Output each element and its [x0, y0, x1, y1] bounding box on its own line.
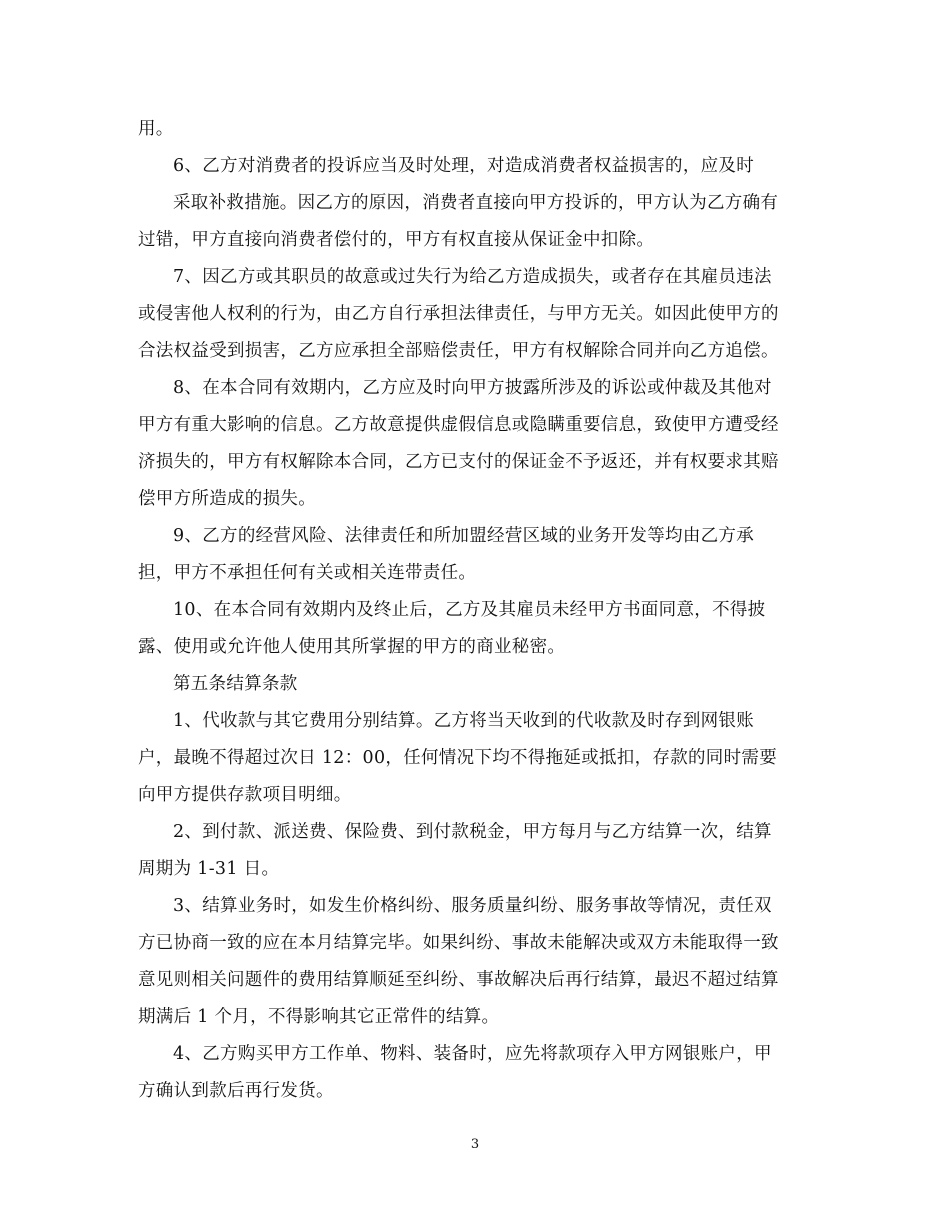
text-line: 4、乙方购买甲方工作单、物料、装备时，应先将款项存入甲方网银账户，甲 — [173, 1044, 772, 1064]
text-line: 10、在本合同有效期内及终止后，乙方及其雇员未经甲方书面同意，不得披 — [173, 600, 766, 620]
text-line: 户，最晚不得超过次日 12：00，任何情况下均不得拖延或抵扣，存款的同时需要 — [138, 748, 777, 768]
page-number: 3 — [470, 1137, 480, 1152]
text-line: 3、结算业务时，如发生价格纠纷、服务质量纠纷、服务事故等情况，责任双 — [173, 896, 772, 916]
text-line: 采取补救措施。因乙方的原因，消费者直接向甲方投诉的，甲方认为乙方确有 — [173, 193, 779, 213]
text-line: 意见则相关问题件的费用结算顺延至纠纷、事故解决后再行结算，最迟不超过结算 — [138, 970, 779, 990]
text-line: 8、在本合同有效期内，乙方应及时向甲方披露所涉及的诉讼或仲裁及其他对 — [173, 378, 772, 398]
text-line: 用。 — [138, 119, 174, 139]
text-line: 周期为 1-31 日。 — [138, 859, 280, 879]
text-line: 向甲方提供存款项目明细。 — [138, 785, 352, 805]
text-line: 露、使用或允许他人使用其所掌握的甲方的商业秘密。 — [138, 637, 566, 657]
text-line: 济损失的，甲方有权解除本合同，乙方已支付的保证金不予返还，并有权要求其赔 — [138, 452, 779, 472]
text-line: 方已协商一致的应在本月结算完毕。如果纠纷、事故未能解决或双方未能取得一致 — [138, 933, 779, 953]
text-line: 9、乙方的经营风险、法律责任和所加盟经营区域的业务开发等均由乙方承 — [173, 526, 755, 546]
text-line: 合法权益受到损害，乙方应承担全部赔偿责任，甲方有权解除合同并向乙方追偿。 — [138, 341, 779, 361]
text-line: 过错，甲方直接向消费者偿付的，甲方有权直接从保证金中扣除。 — [138, 230, 655, 250]
section-heading: 第五条结算条款 — [173, 674, 298, 694]
text-line: 或侵害他人权利的行为，由乙方自行承担法律责任，与甲方无关。如因此使甲方的 — [138, 304, 779, 324]
text-line: 7、因乙方或其职员的故意或过失行为给乙方造成损失，或者存在其雇员违法 — [173, 267, 772, 287]
text-line: 1、代收款与其它费用分别结算。乙方将当天收到的代收款及时存到网银账 — [173, 711, 755, 731]
text-line: 6、乙方对消费者的投诉应当及时处理，对造成消费者权益损害的，应及时 — [173, 156, 755, 176]
text-line: 期满后 1 个月，不得影响其它正常件的结算。 — [138, 1007, 500, 1027]
text-line: 2、到付款、派送费、保险费、到付款税金，甲方每月与乙方结算一次，结算 — [173, 822, 772, 842]
text-line: 担，甲方不承担任何有关或相关连带责任。 — [138, 563, 477, 583]
text-line: 甲方有重大影响的信息。乙方故意提供虚假信息或隐瞒重要信息，致使甲方遭受经 — [138, 415, 779, 435]
text-line: 方确认到款后再行发货。 — [138, 1081, 334, 1101]
text-line: 偿甲方所造成的损失。 — [138, 489, 316, 509]
